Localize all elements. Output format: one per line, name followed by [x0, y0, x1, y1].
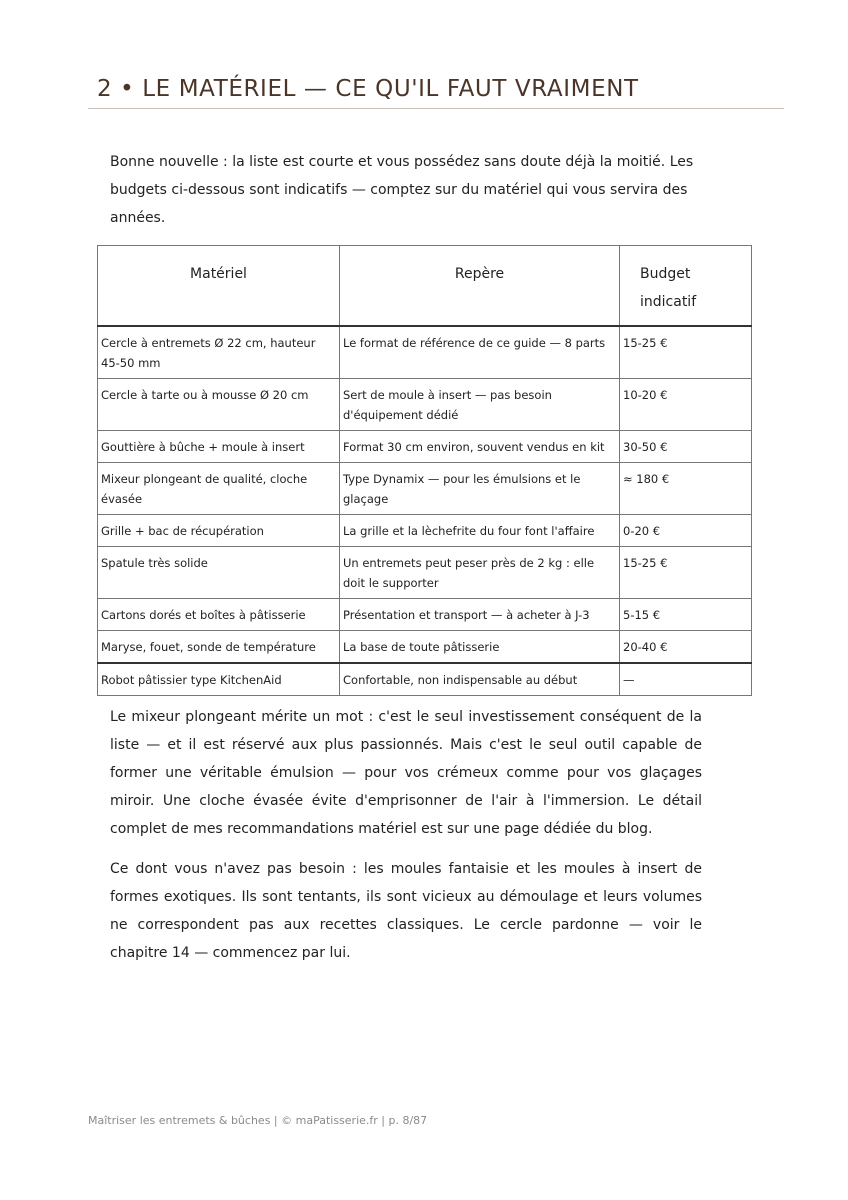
cell-budget: ≈ 180 €	[620, 462, 752, 514]
cell-materiel: Maryse, fouet, sonde de température	[98, 630, 340, 663]
cell-budget: 15-25 €	[620, 546, 752, 598]
paragraph-mixer: Le mixeur plongeant mérite un mot : c'est le seul investissement conséquent de la liste — et il est réservé aux plus passionnés. Mais c'est le seul outil capable de former une véritable émulsion — pour vos crémeux comme pour vos glaçages miroir. Une cloche évasée évite d'emprisonner de l'air à l'immersion. Le détail complet de mes recommandations matériel est sur une page dédiée du blog.	[110, 709, 702, 837]
table-row	[98, 430, 752, 462]
cell-repere: Type Dynamix — pour les émulsions et le glaçage	[340, 462, 620, 514]
chapter-bullet: •	[120, 76, 135, 102]
cell-repere: La grille et la lèchefrite du four font l'affaire	[340, 514, 620, 546]
cell-materiel: Cercle à tarte ou à mousse Ø 20 cm	[98, 378, 340, 430]
intro-text	[110, 148, 710, 232]
cell-budget: 0-20 €	[620, 514, 752, 546]
header-repere: Repère	[340, 246, 620, 326]
page-footer: Maîtriser les entremets & bûches | © maPatisserie.fr | p. 8/87	[88, 1114, 428, 1127]
chapter-header	[97, 72, 787, 106]
cell-materiel: Cartons dorés et boîtes à pâtisserie	[98, 598, 340, 630]
table-row	[98, 326, 752, 379]
cell-budget: 30-50 €	[620, 430, 752, 462]
cell-budget: —	[620, 663, 752, 696]
cell-materiel: Mixeur plongeant de qualité, cloche évasée	[98, 462, 340, 514]
cell-materiel: Cercle à entremets Ø 22 cm, hauteur 45-50 mm	[98, 326, 340, 379]
body-text	[110, 703, 702, 979]
cell-budget: 5-15 €	[620, 598, 752, 630]
cell-repere: Un entremets peut peser près de 2 kg : elle doit le supporter	[340, 546, 620, 598]
cell-repere: Format 30 cm environ, souvent vendus en kit	[340, 430, 620, 462]
cell-repere: Le format de référence de ce guide — 8 parts	[340, 326, 620, 379]
table-row	[98, 546, 752, 598]
cell-budget: 20-40 €	[620, 630, 752, 663]
table-row	[98, 378, 752, 430]
chapter-number: 2	[97, 76, 113, 102]
cell-repere: Confortable, non indispensable au début	[340, 663, 620, 696]
header-budget: Budget indicatif	[620, 246, 752, 326]
table-header-row	[98, 246, 752, 326]
equipment-table	[97, 245, 752, 696]
cell-materiel: Gouttière à bûche + moule à insert	[98, 430, 340, 462]
cell-materiel: Grille + bac de récupération	[98, 514, 340, 546]
chapter-title	[97, 72, 787, 106]
table-row	[98, 663, 752, 696]
cell-materiel: Spatule très solide	[98, 546, 340, 598]
cell-repere: Sert de moule à insert — pas besoin d'équipement dédié	[340, 378, 620, 430]
cell-repere: Présentation et transport — à acheter à J-3	[340, 598, 620, 630]
header-materiel: Matériel	[98, 246, 340, 326]
table-row	[98, 598, 752, 630]
cell-budget: 15-25 €	[620, 326, 752, 379]
cell-repere: La base de toute pâtisserie	[340, 630, 620, 663]
table-row	[98, 630, 752, 663]
table-row	[98, 514, 752, 546]
cell-budget: 10-20 €	[620, 378, 752, 430]
paragraph-not-needed: Ce dont vous n'avez pas besoin : les moules fantaisie et les moules à insert de formes exotiques. Ils sont tentants, ils sont vicieux au démoulage et leurs volumes ne correspondent pas aux recettes classiques. Le cercle pardonne — voir le chapitre 14 — commencez par lui.	[110, 861, 702, 961]
chapter-title-text: LE MATÉRIEL — CE QU'IL FAUT VRAIMENT	[142, 76, 639, 102]
intro-paragraph: Bonne nouvelle : la liste est courte et vous possédez sans doute déjà la moitié. Les budgets ci-dessous sont indicatifs — comptez sur du matériel qui vous servira des années.	[110, 154, 694, 226]
header-divider	[88, 108, 784, 109]
table-row	[98, 462, 752, 514]
cell-materiel: Robot pâtissier type KitchenAid	[98, 663, 340, 696]
